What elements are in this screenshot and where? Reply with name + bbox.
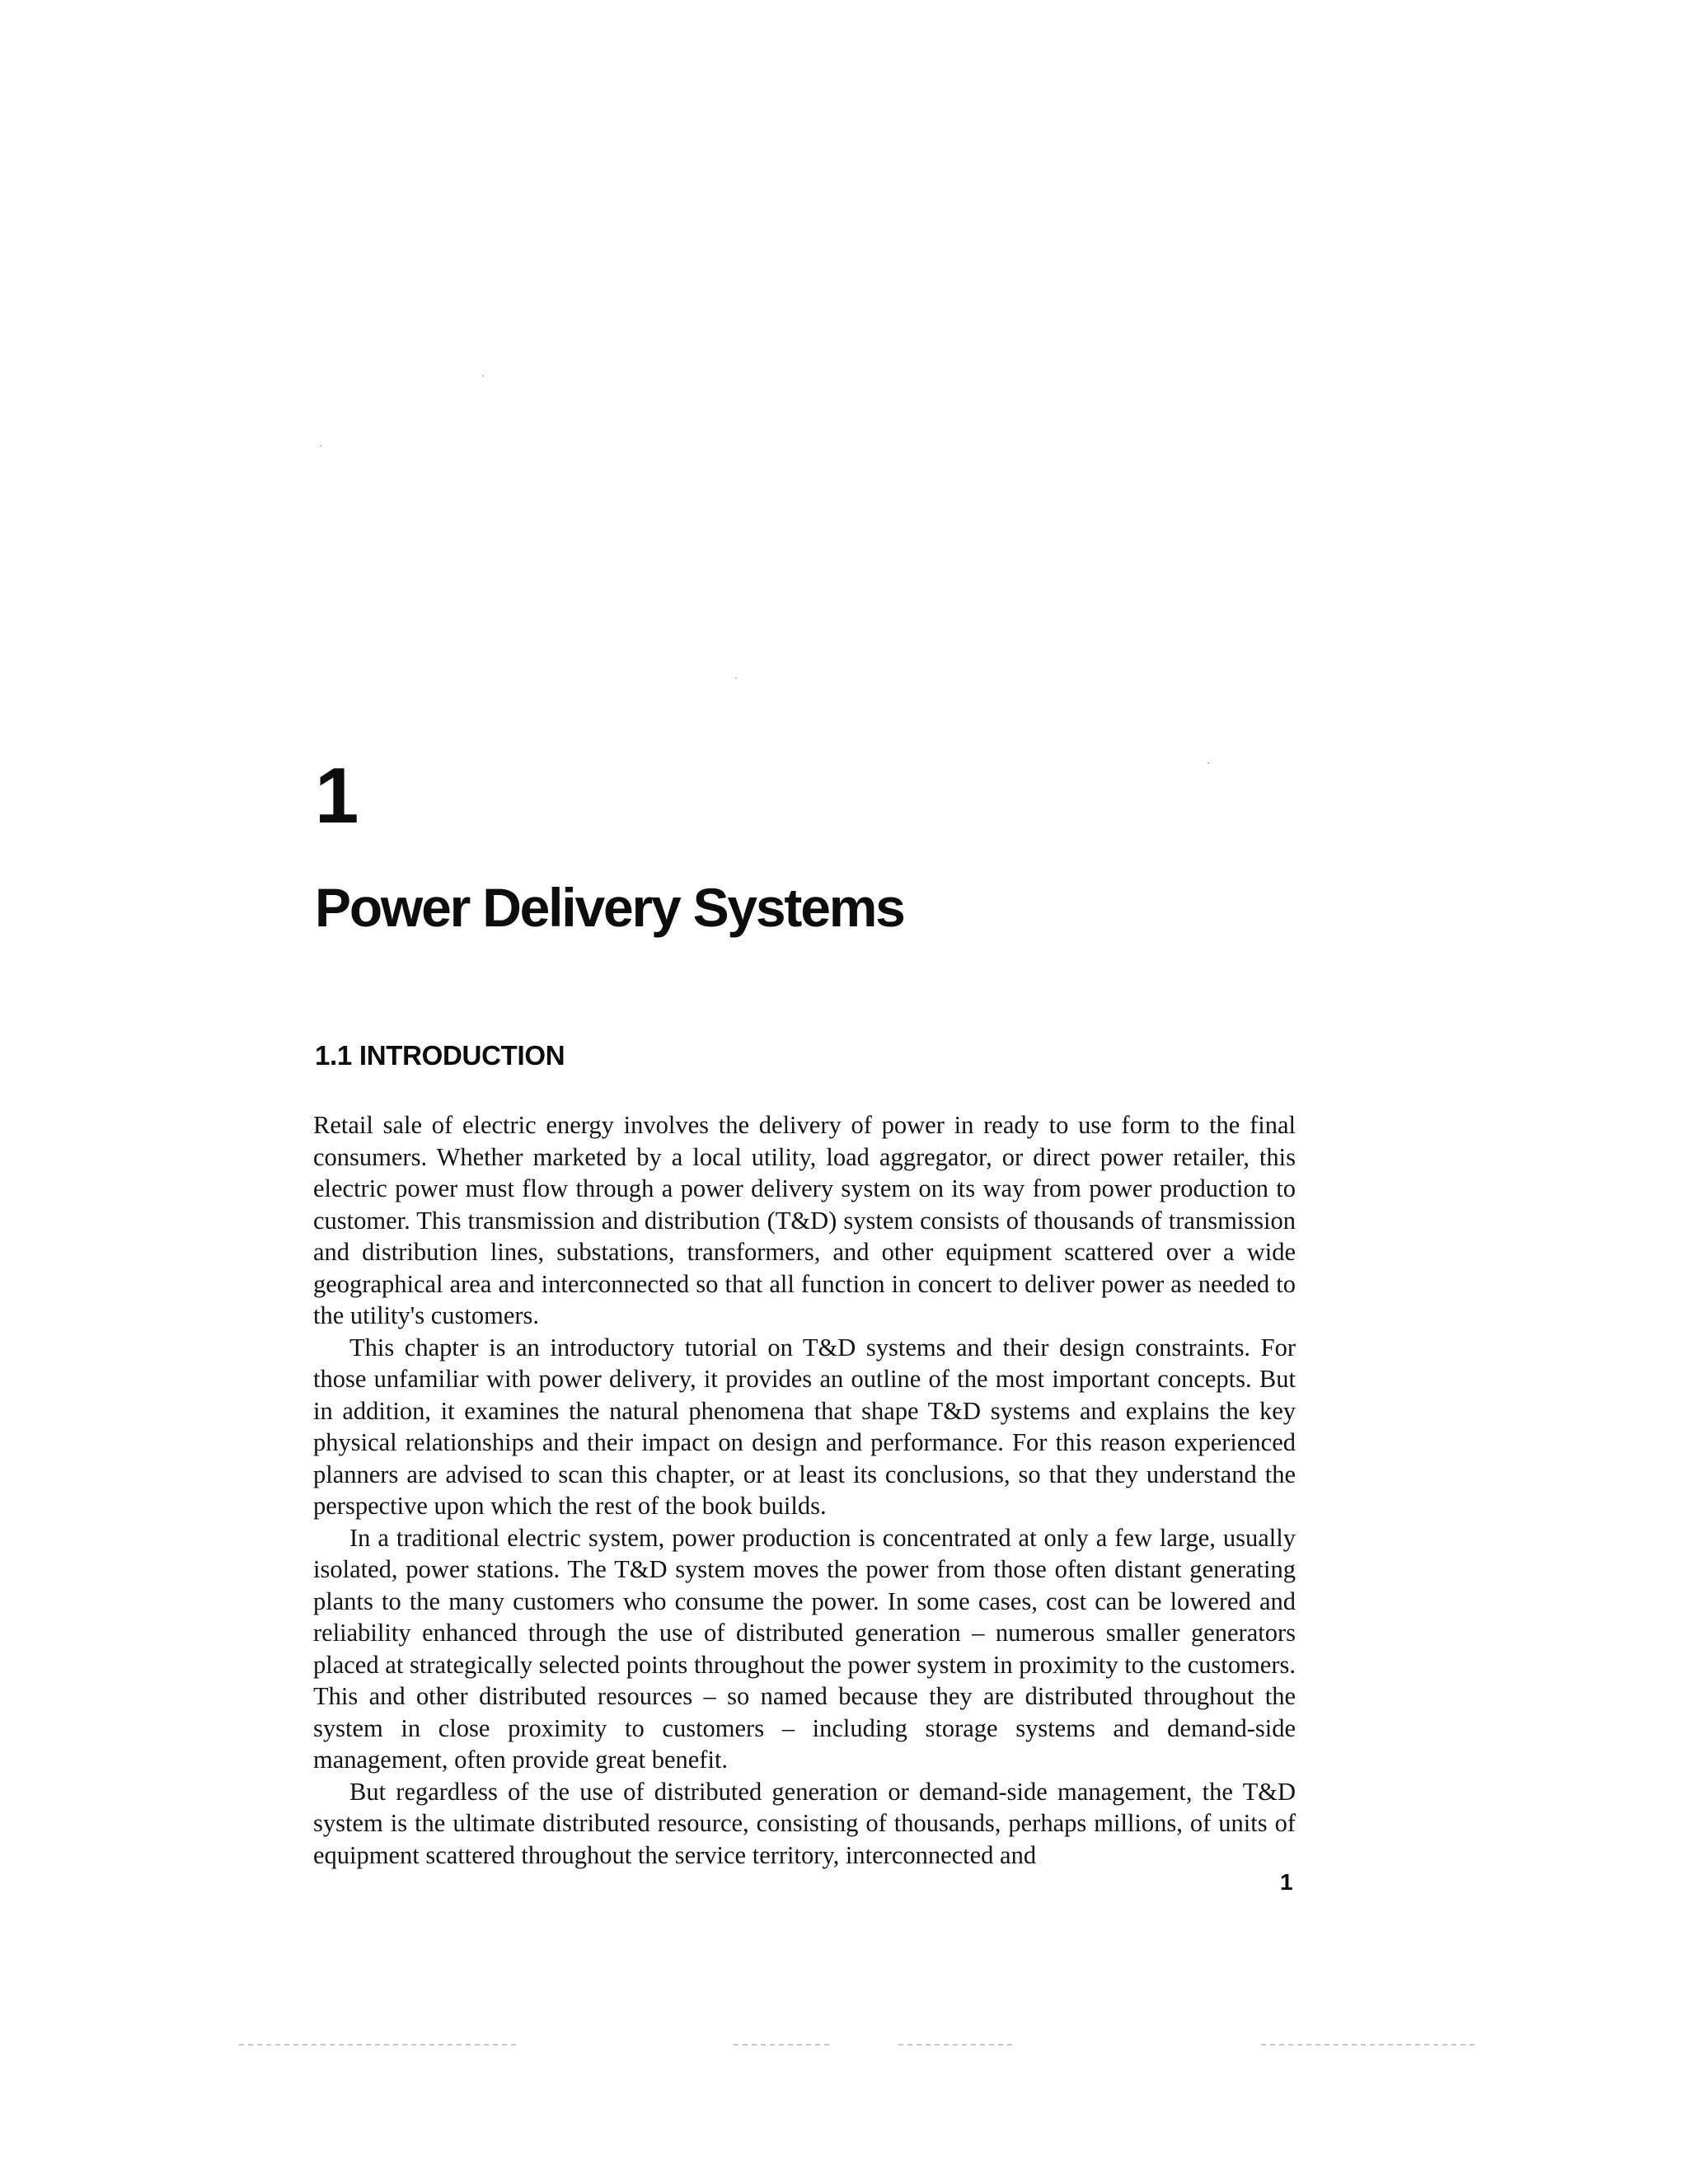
scan-speck <box>482 375 484 377</box>
paragraph-3: In a traditional electric system, power production is concentrated at only a few large, usually isolated, power stations. The T&D system moves the power from those often distant generating plants to the many customers who consume the power. In some cases, cost can be lowered and reliability enhanced through the use of distributed generation – numerous smaller generators placed at strategically selected points throughout the power system in proximity to the customers. This and other distributed resources – so named because they are distributed throughout the system in close proximity to customers – including storage systems and demand-side management, often provide great benefit. <box>313 1523 1296 1774</box>
scan-artifact-line <box>239 2044 519 2046</box>
paragraph-2: This chapter is an introductory tutorial on T&D systems and their design constraints. For those unfamiliar with power delivery, it provides an outline of the most important concepts. But in addition, it examines the natural phenomena that shape T&D systems and explains the key physical relationships and their impact on design and performance. For this reason experienced planners are advised to scan this chapter, or at least its conclusions, so that they understand the perspective upon which the rest of the book builds. <box>313 1333 1296 1520</box>
scan-speck <box>320 445 321 447</box>
section-heading: 1.1 INTRODUCTION <box>315 1040 565 1071</box>
scan-speck <box>1207 762 1209 764</box>
chapter-number: 1 <box>315 752 359 840</box>
scan-speck <box>735 677 737 679</box>
page-number: 1 <box>1280 1869 1293 1895</box>
body-text <box>313 1109 1296 1871</box>
scan-artifact-line <box>734 2044 832 2046</box>
scan-artifact-line <box>898 2044 1014 2046</box>
paragraph-4: But regardless of the use of distributed generation or demand-side management, the T&D system is the ultimate distributed resource, consisting of thousands, perhaps millions, of units of equipment scattered throughout the service territory, interconnected and <box>313 1777 1296 1869</box>
chapter-title: Power Delivery Systems <box>315 877 904 938</box>
scan-artifact-line <box>1261 2044 1475 2046</box>
paragraph-1: Retail sale of electric energy involves the delivery of power in ready to use form to the final consumers. Whether marketed by a local utility, load aggregator, or direct power retailer, this electric power must flow through a power delivery system on its way from power production to customer. This transmission and distribution (T&D) system consists of thousands of transmission and distribution lines, substations, transformers, and other equipment scattered over a wide geographical area and interconnected so that all function in concert to deliver power as needed to the utility's customers. <box>313 1111 1296 1329</box>
